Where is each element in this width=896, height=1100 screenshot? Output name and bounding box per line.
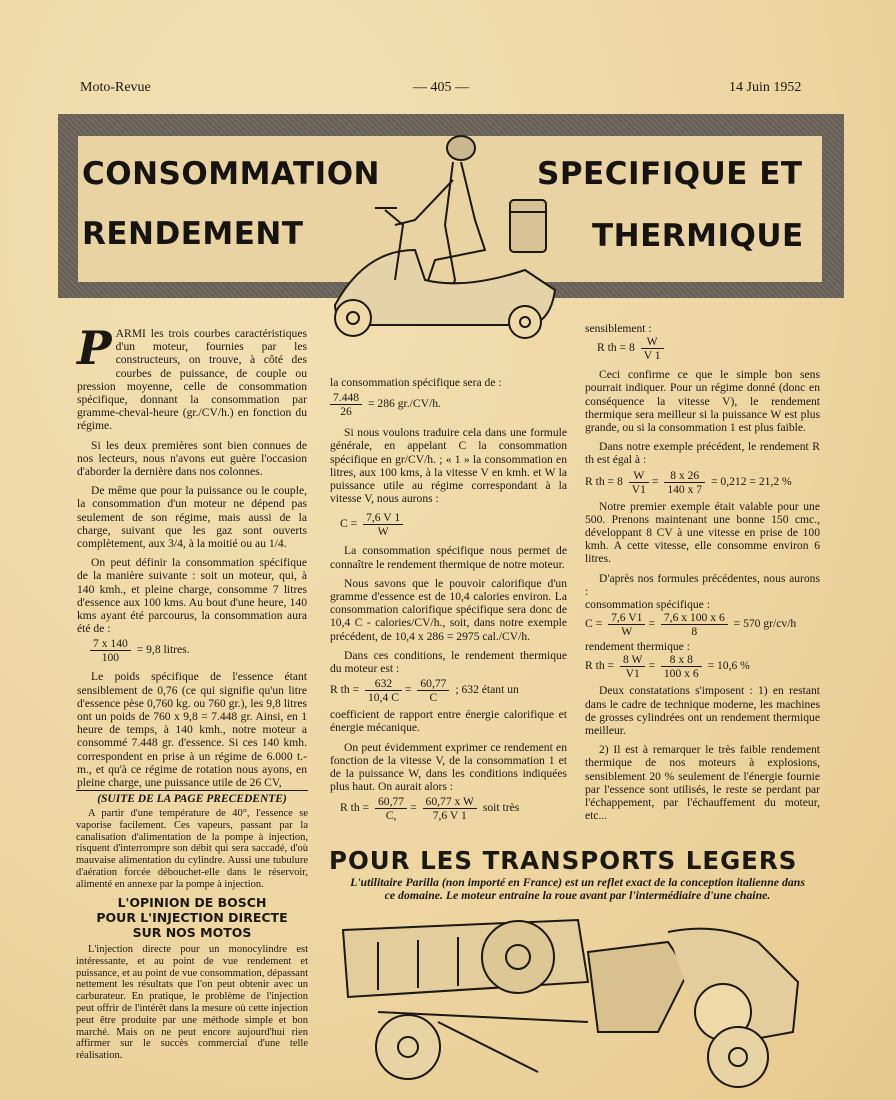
col2-paragraph-5: coefficient de rapport entre énergie calorifique et énergie mécanique.: [330, 708, 567, 735]
formula-specific-result: = 286 gr./CV/h.: [368, 397, 441, 411]
formula-rth-1-tail: ; 632 étant un: [455, 683, 519, 697]
formula-rth-5-lhs: R th =: [585, 659, 615, 673]
formula-litres-result: = 9,8 litres.: [136, 643, 190, 657]
formula-specific-denominator: 26: [340, 405, 352, 419]
formula-rth-5: R th = $\frac{8 W}{V1}$ = $\frac{8 x 8}{100 x 6}$ = 10,6 %: [585, 653, 750, 681]
formula-c-lhs: C =: [340, 517, 358, 531]
formula-rth-1-den-a: 10,4 C: [368, 691, 399, 705]
transport-caption: L'utilitaire Parilla (non importé en France) est un reflet exact de la conception italienne dans ce domaine. Le moteur entraine la roue avant par l'intermédiaire d'une chaine.: [350, 875, 805, 902]
formula-rth-3-numerator: W: [641, 335, 664, 349]
column-2: [330, 376, 567, 822]
sidebar-bosch-title-2: POUR L'INJECTION DIRECTE: [96, 910, 288, 925]
col3-paragraph-3: Notre premier exemple était valable pour une 500. Prenons maintenant une bonne 150 cmc., développant 8 CV à une vitesse en prise de 100 kmh. A cette vitesse, elle consomme environ 6 litres.: [585, 499, 820, 566]
formula-rth-3-lhs: R th = 8: [597, 341, 635, 355]
issue-date: 14 Juin 1952: [729, 80, 802, 95]
col1-intro: ARMI les trois courbes caractéristiques d'un moteur, fournies par les constructeurs, on trouve, à côté des courbes de puissance, de couple ou pression moyenne, celle de consommation spécifique, donnant la consommation par gramme-cheval-heure (gr./CV/h.) en fonction du régime.: [77, 327, 307, 433]
sidebar-bosch: [76, 895, 308, 1062]
col3-paragraph-4: D'après nos formules précédentes, nous aurons :: [585, 571, 820, 598]
page-number: — 405 —: [413, 80, 469, 95]
col2-paragraph-3: Nous savons que le pouvoir calorifique d'un gramme d'essence est de 10,4 calories environ. La consommation calorifique spécifique sera donc de 10,4 C - calories/CV/h., soit, dans notre exemple précédent, de 10,4 x 286 = 2975 cal./CV/h.: [330, 576, 567, 643]
formula-rth-2-tail: soit très: [482, 801, 520, 815]
formula-c-denominator: W: [377, 525, 389, 539]
dropcap: P: [77, 321, 112, 375]
transport-title: POUR LES TRANSPORTS LEGERS: [329, 846, 798, 875]
formula-litres-denominator: 100: [101, 651, 120, 665]
formula-rth-5-den-a: V1: [625, 667, 640, 681]
title-line2-left: RENDEMENT: [82, 216, 304, 252]
col2-paragraph-1: Si nous voulons traduire cela dans une formule générale, en appelant C la consommation spécifique en gr/CV/h. ; « 1 » la consommation en litres, aux 100 kms, à la vitesse V en kmh. et W la puissance utile au régime correspondant à la vitesse V, nous aurons :: [330, 426, 567, 506]
title-line2-right: THERMIQUE: [592, 218, 804, 254]
sidebar-suite-text: A partir d'une température de 40°, l'essence se vaporise facilement. Ces vapeurs, passant par la canalisation d'alimentation de la pompe à injection, risquent d'interrompre son débit qui sera saccadé, d'où mauvaise alimentation du cylindre. Aussi une tubulure d'aération forcée débouchet-elle dans le réservoir, alimenté en annexe par la pompe à injection.: [76, 808, 308, 890]
formula-rth-4: R th = 8 $\frac{W}{V1}$ = $\frac{8 x 26}{140 x 7}$ = 0,212 = 21,2 %: [585, 468, 792, 496]
formula-rth-5-num-a: 8 W: [620, 653, 645, 667]
sidebar-bosch-title-3: SUR NOS MOTOS: [132, 925, 252, 940]
col2-paragraph-6: On peut évidemment exprimer ce rendement en fonction de la vitesse V, de la consommation 1 et de la puissance W, dans les conditions indiquées plus haut. On aurait alors :: [330, 740, 567, 794]
formula-rth-2-lhs: R th =: [340, 801, 370, 815]
col3-paragraph-5: Deux constatations s'imposent : 1) en restant dans le cadre de technique moderne, les machines de grosses cylindrées ont un rendement thermique meilleur.: [585, 684, 820, 738]
formula-specific-numerator: 7.448: [330, 391, 362, 405]
formula-rth-4-num-a: W: [629, 469, 649, 483]
formula-rth-1-den-b: C: [429, 691, 438, 705]
column-3: [585, 322, 820, 828]
formula-rth-5-den-b: 100 x 6: [663, 667, 699, 681]
column-1: [77, 321, 307, 795]
formula-rth-4-lhs: R th = 8: [585, 474, 623, 488]
formula-rth-1-num-b: 60,77: [417, 677, 449, 691]
formula-specific: [330, 391, 567, 418]
formula-rth-5-result: = 10,6 %: [707, 659, 750, 673]
formula-rth-1-lhs: R th =: [330, 683, 360, 697]
col3-paragraph-1: Ceci confirme ce que le simple bon sens pourrait indiquer. Pour un régime donné (donc en conséquence la vitesse V), le rendement thermique sera meilleur si la puissance W est plus grande, ou si la consommation 1 est plus faible.: [585, 368, 820, 435]
formula-rth-2: R th = $\frac{60,77}{C,}$ = $\frac{\text{60,77 x W}}{7,6 V 1}$ soit très: [340, 795, 520, 823]
formula-c-2-num-b: 7,6 x 100 x 6: [661, 611, 728, 625]
col3-paragraph-2: Dans notre exemple précédent, le rendement R th est égal à :: [585, 440, 820, 467]
parilla-tricycle-illustration: [338, 912, 808, 1094]
scooter-rider-illustration: [325, 130, 565, 345]
formula-c-2-num-a: 7,6 V1: [608, 611, 645, 625]
formula-rth-2-den-a: C,: [385, 809, 397, 823]
formula-rth-4-den-b: 140 x 7: [667, 482, 703, 496]
col3-lead: sensiblement :: [585, 322, 652, 335]
formula-rth-2-num-b: 60,77 x W: [423, 795, 477, 809]
col3-cs-label: consommation spécifique :: [585, 598, 710, 612]
formula-rth-5-num-b: 8 x 8: [661, 653, 702, 667]
formula-litres-numerator: 7 x 140: [90, 637, 131, 651]
col1-paragraph-2: Si les deux premières sont bien connues de nos lecteurs, nous n'avons eut guère l'occasion d'aborder la dernière dans nos colonnes.: [77, 438, 307, 479]
sidebar-bosch-text: L'injection directe pour un monocylindre est intéressante, et au point de vue rendement et puissance, et au point de vue consommation, dépassant nettement les résultats que l'on peut obtenir avec un carburateur. En pratique, le problème de l'injection peut offrir de l'intérêt dans la mesure où cette injection peut être produite par une méthode simple et bon marché. Mais on ne peut encore aujourd'hui rien affirmer sur le succès commercial d'une telle réalisation.: [76, 944, 308, 1062]
formula-litres: [87, 637, 307, 664]
col2-lead: la consommation spécifique sera de :: [330, 376, 502, 389]
title-line1-right: SPECIFIQUE ET: [537, 156, 803, 192]
formula-c: [340, 511, 567, 538]
col3-rt-label: rendement thermique :: [585, 640, 690, 654]
sidebar-suite-title: (SUITE DE LA PAGE PRECEDENTE): [97, 793, 287, 805]
col2-paragraph-2: La consommation spécifique nous permet de connaître le rendement thermique de notre moteur.: [330, 544, 567, 571]
sidebar-bosch-title-1: L'OPINION DE BOSCH: [117, 895, 267, 910]
formula-c-2: C = $\frac{7,6 V1}{W}$ = $\frac{7,6 x 100 x 6}{8}$ = 570 gr/cv/h: [585, 611, 797, 639]
title-line1-left: CONSOMMATION: [82, 156, 380, 192]
formula-rth-2-den-b: 7,6 V 1: [432, 809, 467, 823]
formula-rth-3-denominator: V 1: [643, 349, 661, 363]
formula-c-2-lhs: C =: [585, 617, 603, 631]
formula-c-2-den-a: W: [621, 625, 633, 639]
formula-c-2-den-b: 8: [691, 625, 698, 639]
col3-paragraph-6: 2) Il est à remarquer le très faible rendement thermique de nos moteurs à explosions, sensiblement 20 % seulement de l'énergie fournie par l'essence sont utilisés, le reste se perdant par l'échappement, par l'échauffement du moteur, etc...: [585, 743, 820, 823]
col1-paragraph-5: Le poids spécifique de l'essence étant sensiblement de 0,76 (ce qui signifie qu'un litre d'essence pèse 0,760 kg. ou 760 gr.), les 9,8 litres ont un poids de 760 x 9,8 = 7.448 gr. Ainsi, en 1 heure de temps, à 140 kmh., notre moteur a consommé 7.448 gr. d'essence. Si ces 140 kmh. correspondent en prise à un régime de 6.000 t.-m., et qu'à ce régime de rotation nous ayons, en pleine charge, une puissance utile de 26 CV,: [77, 670, 307, 790]
formula-rth-4-result: = 0,212 = 21,2 %: [711, 474, 792, 488]
formula-rth-3: [597, 335, 820, 362]
col2-paragraph-4: Dans ces conditions, le rendement thermique du moteur est :: [330, 648, 567, 676]
col1-paragraph-3: De même que pour la puissance ou le couple, la consommation d'un moteur ne dépend pas seulement de son régime, mais aussi de la charge, suivant que les gaz sont ouverts complètement, aux 3/4, à la moitié ou au 1/4.: [77, 484, 307, 551]
formula-c-numerator: 7,6 V 1: [363, 511, 403, 525]
formula-rth-4-num-b: 8 x 26: [664, 469, 705, 483]
sidebar-divider: [76, 790, 308, 791]
formula-c-2-result: = 570 gr/cv/h: [733, 617, 797, 631]
formula-rth-1-num-a: 632: [365, 677, 402, 691]
formula-rth-1: R th = $\frac{632}{10,4 C}$ = $\frac{60,77}{C}$ ; 632 étant un: [330, 677, 519, 705]
sidebar-suite: [76, 793, 308, 891]
col1-paragraph-4: On peut définir la consommation spécifique de la manière suivante : soit un moteur, qui, à 140 kmh., et pleine charge, consomme 7 litres d'essence aux 100 kms. Au bout d'une heure, 140 kms ayant été parcourus, la consommation aura été de :: [77, 556, 307, 636]
formula-rth-2-num-a: 60,77: [375, 795, 407, 809]
formula-rth-4-den-a: V1: [631, 482, 646, 496]
magazine-name: Moto-Revue: [80, 80, 151, 95]
